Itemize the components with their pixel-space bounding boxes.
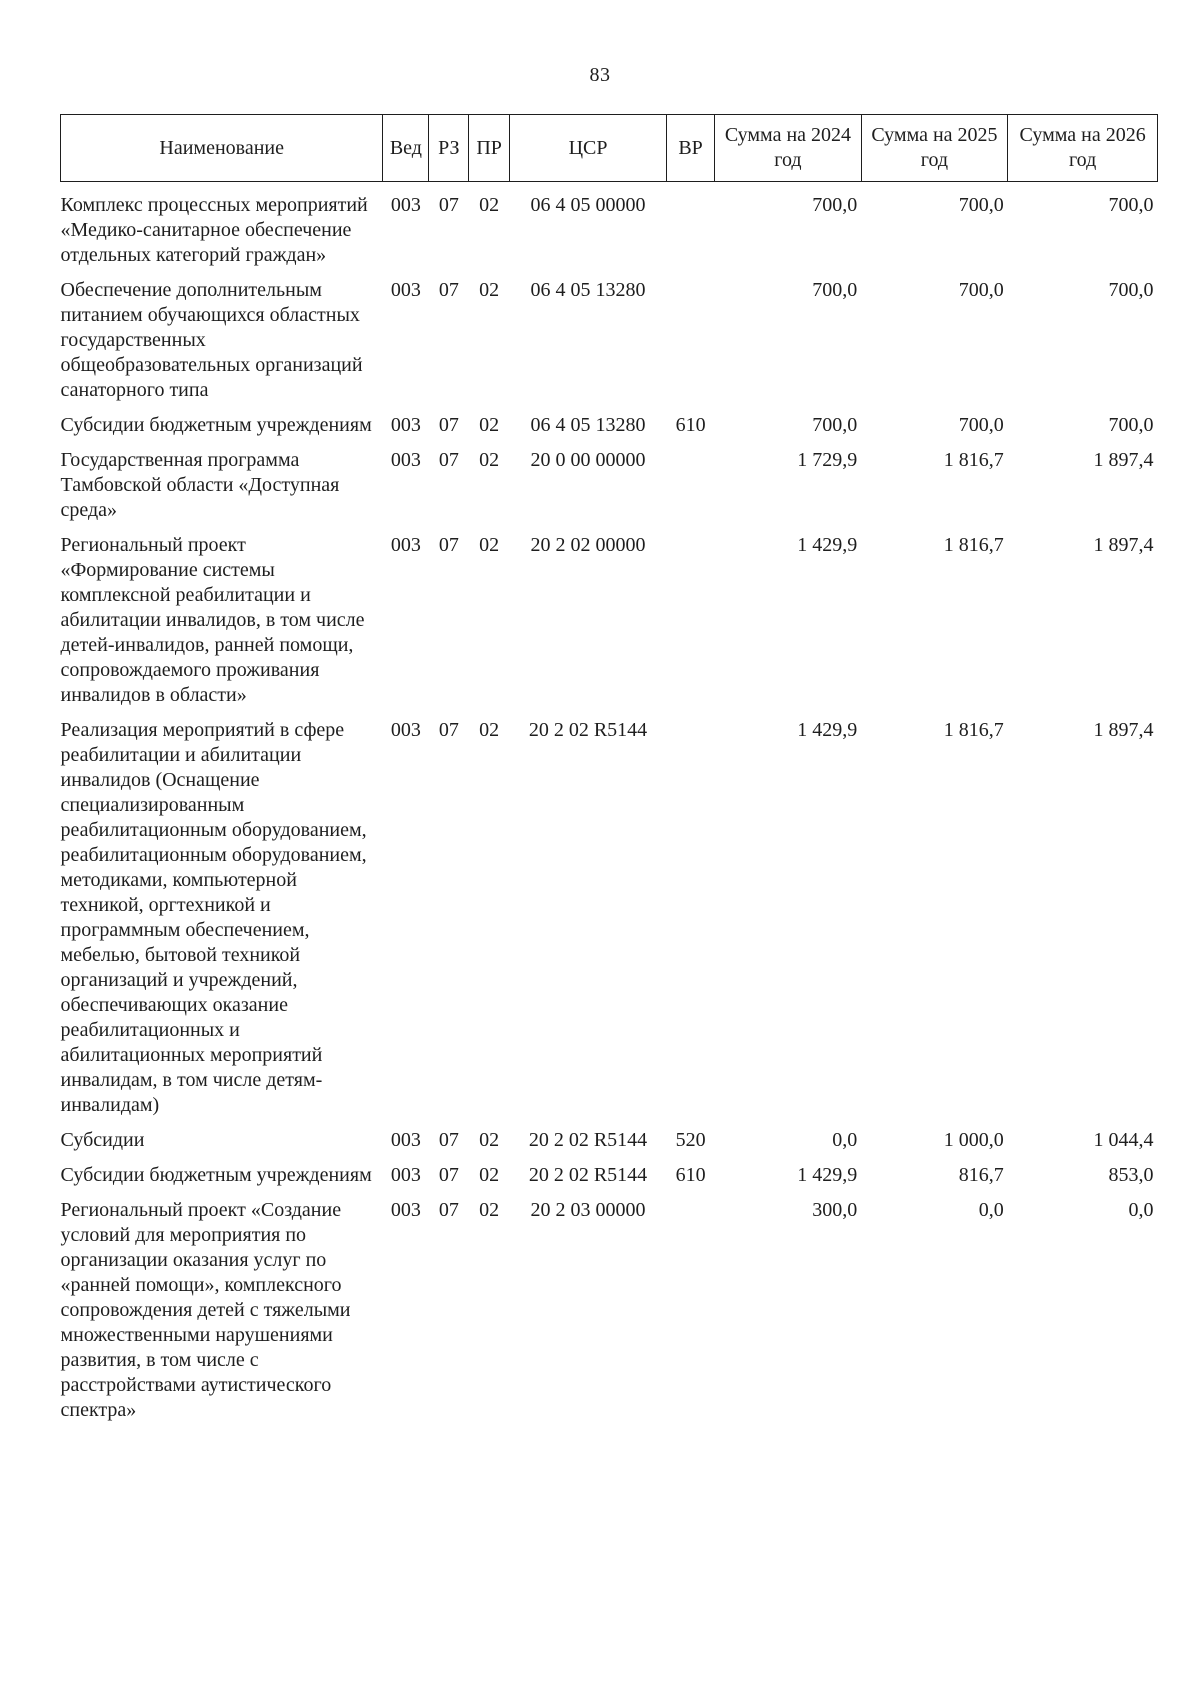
row-sum-2026: 1 897,4	[1093, 719, 1154, 741]
header-name: Наименование	[61, 115, 383, 182]
row-rz: 07	[438, 279, 459, 301]
row-ved: 003	[390, 1199, 421, 1221]
row-sum-2026: 700,0	[1108, 194, 1154, 216]
row-vr	[667, 273, 715, 408]
table-header	[61, 115, 1158, 182]
table-row	[61, 1158, 1158, 1193]
row-pr: 02	[479, 414, 500, 436]
row-name: Государственная программа Тамбовской области «Доступная среда»	[60, 449, 340, 521]
row-rz: 07	[438, 414, 459, 436]
row-sum-2025: 1 816,7	[943, 719, 1004, 741]
row-ved: 003	[390, 449, 421, 471]
table-row	[61, 443, 1158, 528]
row-sum-2025: 700,0	[958, 194, 1004, 216]
row-csr: 20 2 02 00000	[530, 534, 646, 556]
row-csr: 06 4 05 13280	[530, 279, 646, 301]
row-sum-2024: 300,0	[812, 1199, 858, 1221]
row-sum-2024: 700,0	[812, 194, 858, 216]
row-rz: 07	[438, 194, 459, 216]
row-vr	[667, 1193, 715, 1428]
row-vr: 520	[675, 1129, 706, 1151]
row-pr: 02	[479, 449, 500, 471]
row-sum-2025: 700,0	[958, 414, 1004, 436]
row-sum-2024: 700,0	[812, 414, 858, 436]
row-rz: 07	[438, 534, 459, 556]
header-pr: ПР	[469, 115, 510, 182]
header-csr: ЦСР	[510, 115, 667, 182]
row-rz: 07	[438, 719, 459, 741]
row-vr: 610	[675, 1164, 706, 1186]
row-name: Субсидии бюджетным учреждениям	[60, 414, 372, 436]
header-sum-2025: Сумма на 2025 год	[861, 115, 1008, 182]
row-ved: 003	[390, 1129, 421, 1151]
row-rz: 07	[438, 1129, 459, 1151]
table-row	[61, 528, 1158, 713]
row-vr	[667, 188, 715, 273]
row-pr: 02	[479, 719, 500, 741]
header-sum-2024: Сумма на 2024 год	[715, 115, 862, 182]
row-sum-2024: 1 429,9	[797, 534, 858, 556]
row-vr	[667, 528, 715, 713]
row-pr: 02	[479, 534, 500, 556]
row-sum-2026: 1 897,4	[1093, 449, 1154, 471]
row-pr: 02	[479, 194, 500, 216]
row-ved: 003	[390, 194, 421, 216]
table-row	[61, 713, 1158, 1123]
row-name: Обеспечение дополнительным питанием обучающихся областных государственных общеобразовательных организаций санаторного типа	[60, 279, 363, 401]
row-sum-2026: 1 897,4	[1093, 534, 1154, 556]
row-sum-2026: 0,0	[1128, 1199, 1154, 1221]
header-ved: Вед	[383, 115, 429, 182]
row-sum-2024: 1 729,9	[797, 449, 858, 471]
row-sum-2026: 853,0	[1108, 1164, 1154, 1186]
row-name: Комплекс процессных мероприятий «Медико-санитарное обеспечение отдельных категорий граждан»	[60, 194, 368, 266]
row-sum-2026: 1 044,4	[1093, 1129, 1154, 1151]
row-name: Субсидии	[60, 1129, 145, 1151]
row-vr	[667, 713, 715, 1123]
header-sum-2026: Сумма на 2026 год	[1008, 115, 1158, 182]
row-name: Реализация мероприятий в сфере реабилитации и абилитации инвалидов (Оснащение специализированным реабилитационным оборудованием, реабилитационным оборудованием, методиками, компьютерной техникой, оргтехникой и программным обеспечением, мебелью, бытовой техникой организаций и учреждений, обеспечивающих оказание реабилитационных и абилитационных мероприятий инвалидам, в том числе детям-инвалидам)	[60, 719, 367, 1116]
row-pr: 02	[479, 1129, 500, 1151]
table-row	[61, 408, 1158, 443]
table-row	[61, 1123, 1158, 1158]
header-rz: РЗ	[429, 115, 469, 182]
row-sum-2024: 1 429,9	[797, 1164, 858, 1186]
table-body	[61, 182, 1158, 1429]
row-ved: 003	[390, 414, 421, 436]
row-csr: 20 2 02 R5144	[528, 719, 648, 741]
page-number: 83	[589, 64, 611, 86]
table-row	[61, 188, 1158, 273]
row-csr: 06 4 05 13280	[530, 414, 646, 436]
row-name: Региональный проект «Создание условий для мероприятия по организации оказания услуг по «ранней помощи», комплексного сопровождения детей с тяжелыми множественными нарушениями развития, в том числе с расстройствами аутистического спектра»	[60, 1199, 351, 1421]
row-csr: 20 2 02 R5144	[528, 1164, 648, 1186]
row-ved: 003	[390, 1164, 421, 1186]
row-csr: 20 2 03 00000	[530, 1199, 646, 1221]
row-sum-2025: 1 000,0	[943, 1129, 1004, 1151]
row-vr	[667, 443, 715, 528]
row-ved: 003	[390, 719, 421, 741]
row-sum-2026: 700,0	[1108, 279, 1154, 301]
row-ved: 003	[390, 534, 421, 556]
row-sum-2025: 816,7	[958, 1164, 1004, 1186]
budget-table	[60, 114, 1158, 1428]
row-sum-2025: 1 816,7	[943, 449, 1004, 471]
row-sum-2024: 0,0	[832, 1129, 858, 1151]
row-pr: 02	[479, 1199, 500, 1221]
row-name: Региональный проект «Формирование системы комплексной реабилитации и абилитации инвалидов, в том числе детей-инвалидов, ранней помощи, сопровождаемого проживания инвалидов в области»	[60, 534, 365, 706]
table-row	[61, 273, 1158, 408]
row-sum-2024: 700,0	[812, 279, 858, 301]
row-pr: 02	[479, 1164, 500, 1186]
row-sum-2024: 1 429,9	[797, 719, 858, 741]
row-sum-2025: 700,0	[958, 279, 1004, 301]
row-pr: 02	[479, 279, 500, 301]
header-vr: ВР	[667, 115, 715, 182]
row-rz: 07	[438, 1164, 459, 1186]
row-rz: 07	[438, 1199, 459, 1221]
row-sum-2025: 0,0	[978, 1199, 1004, 1221]
row-csr: 06 4 05 00000	[530, 194, 646, 216]
row-csr: 20 0 00 00000	[530, 449, 646, 471]
row-name: Субсидии бюджетным учреждениям	[60, 1164, 372, 1186]
row-csr: 20 2 02 R5144	[528, 1129, 648, 1151]
row-ved: 003	[390, 279, 421, 301]
row-rz: 07	[438, 449, 459, 471]
row-sum-2026: 700,0	[1108, 414, 1154, 436]
row-vr: 610	[675, 414, 706, 436]
row-sum-2025: 1 816,7	[943, 534, 1004, 556]
table-row	[61, 1193, 1158, 1428]
